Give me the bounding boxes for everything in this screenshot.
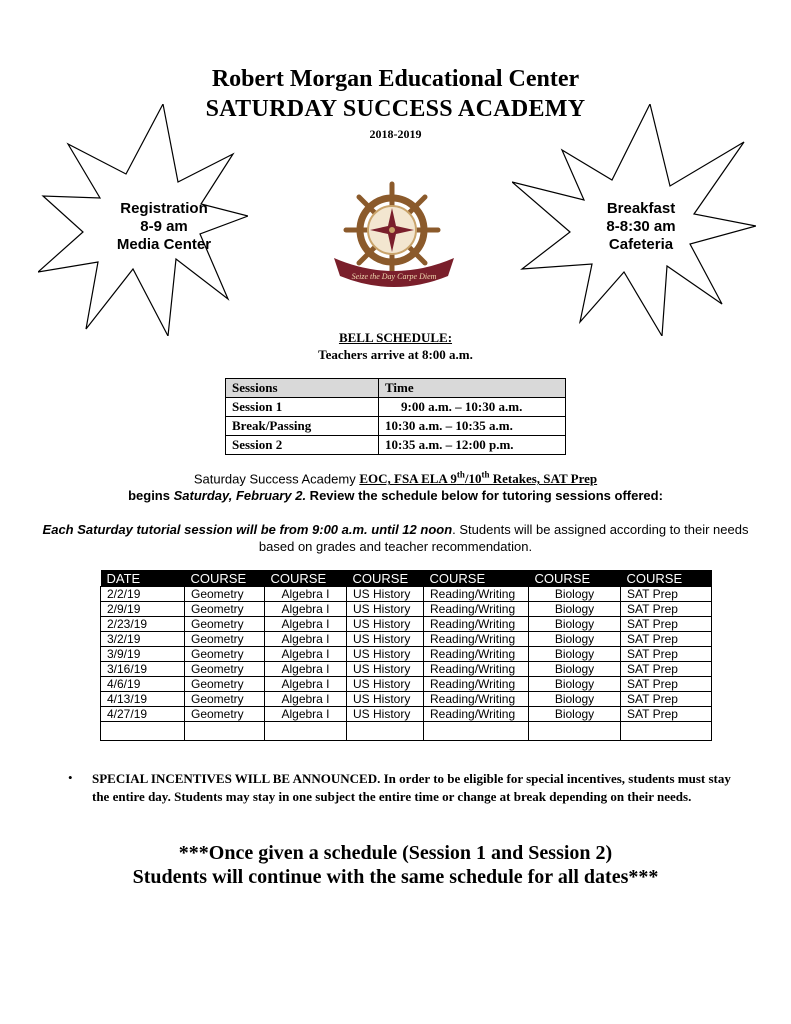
col-course: COURSE	[347, 570, 424, 587]
intro-line-2	[0, 488, 791, 503]
course-cell: Biology	[529, 617, 621, 632]
course-cell: Reading/Writing	[424, 647, 529, 662]
session-time: 9:00 a.m. – 10:30 a.m.	[379, 398, 566, 417]
course-cell: US History	[347, 677, 424, 692]
empty-cell	[621, 722, 712, 741]
table-row	[101, 677, 712, 692]
school-year: 2018-2019	[369, 127, 422, 141]
course-cell: Reading/Writing	[424, 632, 529, 647]
closing-line-1: ***Once given a schedule (Session 1 and Session 2)	[178, 842, 613, 864]
course-cell: Geometry	[185, 587, 265, 602]
empty-cell	[347, 722, 424, 741]
course-cell: Biology	[529, 707, 621, 722]
course-cell: US History	[347, 707, 424, 722]
empty-cell	[424, 722, 529, 741]
bell-col-time: Time	[379, 379, 566, 398]
course-cell: Reading/Writing	[424, 707, 529, 722]
session-date: 2/2/19	[101, 587, 185, 602]
session-date: 3/16/19	[101, 662, 185, 677]
assignment-note: . Students will be assigned according to their needs based on grades and teacher recommendation.	[258, 522, 749, 554]
course-cell: Reading/Writing	[424, 587, 529, 602]
course-cell: SAT Prep	[621, 587, 712, 602]
course-cell: SAT Prep	[621, 647, 712, 662]
course-cell: Geometry	[185, 662, 265, 677]
course-cell: Algebra I	[265, 692, 347, 707]
course-cell: SAT Prep	[621, 677, 712, 692]
course-cell: Algebra I	[265, 602, 347, 617]
course-cell: Geometry	[185, 707, 265, 722]
session-time: 10:35 a.m. – 12:00 p.m.	[379, 436, 566, 455]
course-cell: SAT Prep	[621, 617, 712, 632]
session-name: Session 2	[226, 436, 379, 455]
col-course: COURSE	[265, 570, 347, 587]
course-cell: Geometry	[185, 617, 265, 632]
tutoring-courses	[359, 471, 597, 486]
school-name: Robert Morgan Educational Center	[211, 66, 580, 92]
course-cell: Algebra I	[265, 662, 347, 677]
col-course: COURSE	[621, 570, 712, 587]
registration-info	[90, 200, 238, 254]
course-cell: Biology	[529, 587, 621, 602]
course-cell: US History	[347, 662, 424, 677]
courses-part-c: Retakes, SAT Prep	[489, 471, 598, 487]
session-date: 4/27/19	[101, 707, 185, 722]
course-cell: Reading/Writing	[424, 617, 529, 632]
empty-row	[101, 722, 712, 741]
col-date: DATE	[101, 570, 185, 587]
course-cell: Algebra I	[265, 677, 347, 692]
bell-schedule-heading: BELL SCHEDULE:	[338, 330, 453, 345]
table-row	[101, 692, 712, 707]
session-date: 3/9/19	[101, 647, 185, 662]
course-cell: SAT Prep	[621, 707, 712, 722]
course-cell: Biology	[529, 632, 621, 647]
session-name: Session 1	[226, 398, 379, 417]
empty-cell	[185, 722, 265, 741]
closing-line-2: Students will continue with the same schedule for all dates***	[132, 866, 659, 888]
course-cell: Algebra I	[265, 587, 347, 602]
course-cell: Algebra I	[265, 632, 347, 647]
table-row	[226, 417, 566, 436]
col-course: COURSE	[185, 570, 265, 587]
logo-banner-text: Seize the Day Carpe Diem	[351, 272, 437, 281]
table-row	[101, 707, 712, 722]
col-course: COURSE	[424, 570, 529, 587]
course-cell: SAT Prep	[621, 662, 712, 677]
table-row	[101, 617, 712, 632]
courses-part-a: EOC, FSA ELA 9	[359, 471, 457, 487]
program-title: SATURDAY SUCCESS ACADEMY	[205, 96, 586, 122]
session-name: Break/Passing	[226, 417, 379, 436]
table-row	[101, 662, 712, 677]
course-cell: US History	[347, 587, 424, 602]
breakfast-label: Breakfast	[606, 200, 676, 217]
course-cell: US History	[347, 602, 424, 617]
course-cell: Reading/Writing	[424, 602, 529, 617]
table-row	[101, 632, 712, 647]
tutoring-schedule-table	[100, 570, 712, 741]
table-row	[101, 647, 712, 662]
bell-col-sessions: Sessions	[226, 379, 379, 398]
session-date: 4/13/19	[101, 692, 185, 707]
empty-cell	[529, 722, 621, 741]
session-date: 4/6/19	[101, 677, 185, 692]
table-row	[226, 436, 566, 455]
registration-label: Registration	[120, 200, 208, 217]
intro-begins: begins	[128, 488, 174, 503]
course-cell: Algebra I	[265, 707, 347, 722]
course-cell: Reading/Writing	[424, 677, 529, 692]
course-cell: Biology	[529, 647, 621, 662]
table-row	[226, 398, 566, 417]
course-cell: Biology	[529, 662, 621, 677]
intro-prefix: Saturday Success Academy	[193, 471, 360, 487]
course-cell: SAT Prep	[621, 692, 712, 707]
course-cell: Algebra I	[265, 617, 347, 632]
start-date: Saturday, February 2.	[173, 488, 307, 503]
session-note	[40, 521, 751, 555]
schedule-header	[101, 570, 712, 587]
course-cell: SAT Prep	[621, 632, 712, 647]
course-cell: Geometry	[185, 602, 265, 617]
course-cell: Biology	[529, 602, 621, 617]
ordinal-suffix: th	[456, 470, 465, 480]
course-cell: Geometry	[185, 647, 265, 662]
bell-schedule-table	[225, 378, 566, 455]
course-cell: Geometry	[185, 677, 265, 692]
bullet-icon: •	[68, 770, 73, 785]
table-row	[101, 602, 712, 617]
course-cell: US History	[347, 692, 424, 707]
course-cell: Biology	[529, 692, 621, 707]
col-course: COURSE	[529, 570, 621, 587]
empty-cell	[265, 722, 347, 741]
registration-time: 8-9 am	[140, 218, 188, 235]
breakfast-location: Cafeteria	[608, 236, 674, 253]
session-date: 2/23/19	[101, 617, 185, 632]
course-cell: SAT Prep	[621, 602, 712, 617]
course-cell: Geometry	[185, 632, 265, 647]
registration-location: Media Center	[116, 236, 212, 253]
course-cell: US History	[347, 647, 424, 662]
session-time: 10:30 a.m. – 10:35 a.m.	[379, 417, 566, 436]
intro-review: Review the schedule below for tutoring sessions offered:	[306, 488, 663, 503]
teacher-arrival-note: Teachers arrive at 8:00 a.m.	[318, 347, 473, 362]
breakfast-time: 8-8:30 am	[606, 218, 676, 235]
courses-part-b: /10	[464, 471, 482, 487]
course-cell: Algebra I	[265, 647, 347, 662]
course-cell: Geometry	[185, 692, 265, 707]
incentives-note: SPECIAL INCENTIVES WILL BE ANNOUNCED. In order to be eligible for special incentives, students must stay the entire day. Students may stay in one subject the entire time or change at break depending on their needs.	[92, 771, 731, 804]
session-hours: Each Saturday tutorial session will be from 9:00 a.m. until 12 noon	[42, 522, 453, 537]
ship-wheel-icon	[330, 180, 458, 292]
breakfast-info	[566, 200, 716, 254]
course-cell: Biology	[529, 677, 621, 692]
ordinal-suffix: th	[481, 470, 490, 480]
course-cell: Reading/Writing	[424, 692, 529, 707]
bell-table-header	[226, 379, 566, 398]
intro-line-1	[0, 470, 791, 487]
course-cell: Reading/Writing	[424, 662, 529, 677]
course-cell: US History	[347, 617, 424, 632]
empty-cell	[101, 722, 185, 741]
session-date: 2/9/19	[101, 602, 185, 617]
table-row	[101, 587, 712, 602]
course-cell: US History	[347, 632, 424, 647]
session-date: 3/2/19	[101, 632, 185, 647]
